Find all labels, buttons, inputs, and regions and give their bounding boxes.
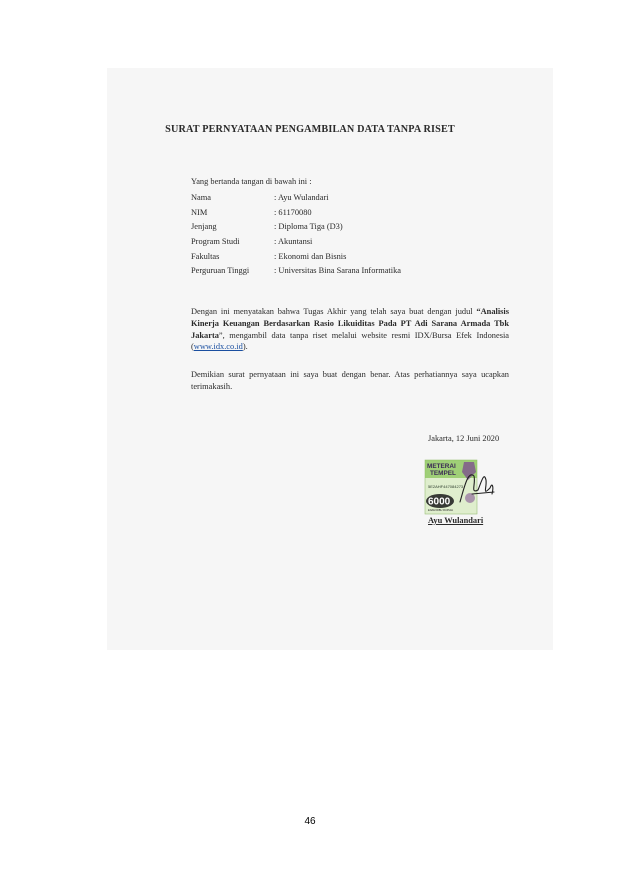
closing-paragraph: Demikian surat pernyataan ini saya buat dengan benar. Atas perhatiannya saya ucapkan terimakasih. xyxy=(191,370,509,391)
field-row-name xyxy=(191,193,401,208)
field-label: NIM xyxy=(191,207,208,217)
field-value: : Akuntansi xyxy=(274,237,313,247)
page-number: 46 xyxy=(304,816,316,827)
document-title: SURAT PERNYATAAN PENGAMBILAN DATA TANPA RISET xyxy=(165,124,455,135)
thesis-title: “Analisis Kinerja Keuangan Berdasarkan Rasio Likuiditas Pada PT Adi Sarana Armada Tbk Jakarta xyxy=(191,307,510,340)
signer-name: Ayu Wulandari xyxy=(428,516,484,525)
stamp-serial: 5E2AHF447084273 xyxy=(428,484,464,489)
stamp-amount: 6000 xyxy=(428,496,451,508)
field-label: Nama xyxy=(191,193,211,202)
field-label: Jenjang xyxy=(191,222,217,232)
field-row-nim xyxy=(191,208,401,223)
field-value: : Universitas Bina Sarana Informatika xyxy=(274,266,401,276)
stamp-text-tempel: TEMPEL xyxy=(430,470,456,477)
statement-prefix: Dengan ini menyatakan bahwa Tugas Akhir yang telah saya buat dengan judul xyxy=(191,307,473,316)
idx-website-link[interactable]: www.idx.co.id xyxy=(193,342,243,352)
field-row-level xyxy=(191,222,401,237)
statement-suffix: ). xyxy=(242,342,248,352)
field-row-university xyxy=(191,266,401,281)
field-row-faculty xyxy=(191,252,401,267)
statement-paragraph xyxy=(191,306,509,353)
duty-stamp-with-signature xyxy=(424,458,496,516)
field-label: Fakultas xyxy=(191,251,220,261)
stamp-seal-mark xyxy=(465,493,475,503)
field-row-program xyxy=(191,237,401,252)
place-date: Jakarta, 12 Juni 2020 xyxy=(428,434,500,443)
field-value: : Ekonomi dan Bisnis xyxy=(274,251,347,261)
statement-middle: ”, mengambil data tanpa riset melalui website resmi IDX/Bursa Efek Indonesia ( xyxy=(191,330,509,352)
field-value: : 61170080 xyxy=(274,207,312,217)
identity-fields xyxy=(191,193,401,281)
scanned-page xyxy=(107,68,553,650)
field-value: : Diploma Tiga (D3) xyxy=(274,222,343,232)
field-label: Program Studi xyxy=(191,237,240,247)
stamp-amount-caption: ENAM RIBU RUPIAH xyxy=(428,509,453,512)
stamp-text-meterai: METERAI xyxy=(427,463,456,470)
field-label: Perguruan Tinggi xyxy=(191,266,250,276)
intro-text: Yang bertanda tangan di bawah ini : xyxy=(191,177,312,186)
field-value: : Ayu Wulandari xyxy=(274,193,329,202)
